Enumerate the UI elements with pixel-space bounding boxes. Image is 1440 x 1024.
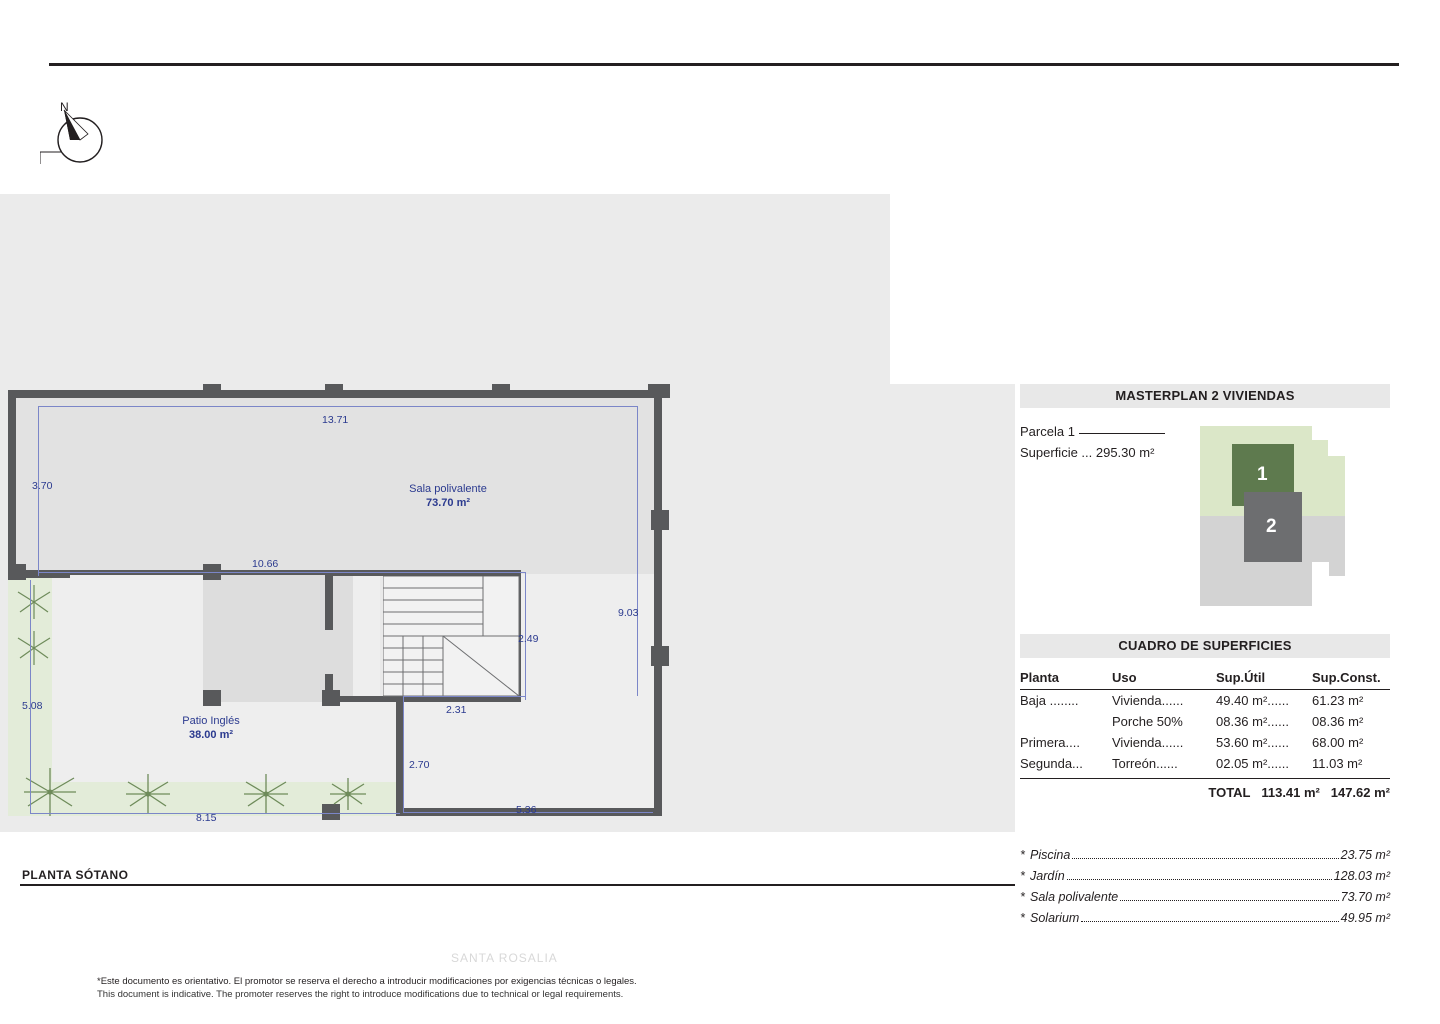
wall-left-upper xyxy=(8,390,16,576)
cell-const: 11.03 m² xyxy=(1312,756,1363,771)
room-label-sala xyxy=(360,482,536,510)
wall-inner-vert-a xyxy=(325,570,333,630)
watermark-title: SANTA ROSALIA xyxy=(451,951,558,965)
extra-name: Piscina xyxy=(1030,848,1071,862)
cell-util: 53.60 m²...... xyxy=(1216,735,1289,750)
cell-uso: Torreón...... xyxy=(1112,756,1178,771)
dim-line-top xyxy=(38,406,638,407)
pillar-right-2 xyxy=(651,646,669,666)
parcela-blank-line xyxy=(1079,433,1165,434)
footnote-line-es: *Este documento es orientativo. El promotor se reserva el derecho a introducir modificaciones por exigencias técnicas o legales. xyxy=(97,976,637,987)
surfaces-total-row xyxy=(1020,778,1390,800)
dim-line-231 xyxy=(403,696,526,697)
table-row xyxy=(1020,711,1390,732)
extra-value: 128.03 m² xyxy=(1333,869,1390,883)
th-sup-const: Sup.Const. xyxy=(1312,668,1390,690)
surfaces-header-row xyxy=(1020,668,1390,690)
compass-icon xyxy=(40,100,130,170)
dim-9-03: 9.03 xyxy=(618,607,639,619)
pillar-top-1 xyxy=(203,384,221,398)
cell-planta: Segunda... xyxy=(1020,756,1083,771)
extra-value: 49.95 m² xyxy=(1340,911,1390,925)
extra-dots xyxy=(1081,921,1338,922)
footnote-line-en: This document is indicative. The promoter reserves the right to introduce modifications due to technical or legal requirements. xyxy=(97,989,624,1000)
compass-north-label: N xyxy=(60,100,69,114)
pillar-mid-2 xyxy=(203,690,221,706)
dim-5-36: 5.36 xyxy=(516,804,537,816)
list-item xyxy=(1020,848,1390,863)
extra-dots xyxy=(1120,900,1338,901)
dim-8-15: 8.15 xyxy=(196,812,217,824)
room-label-patio xyxy=(128,714,294,742)
table-row xyxy=(1020,753,1390,774)
pillar-mid-3 xyxy=(322,690,340,706)
cell-const: 61.23 m² xyxy=(1312,693,1364,708)
th-sup-util: Sup.Útil xyxy=(1216,668,1312,690)
pillar-right-1 xyxy=(651,510,669,530)
masterplan-mini-diagram xyxy=(1200,426,1345,606)
floor-plan-drawing xyxy=(0,384,672,832)
parcela-superficie: Superficie ... 295.30 m² xyxy=(1020,445,1155,460)
dim-line-mid xyxy=(38,572,526,573)
table-row xyxy=(1020,732,1390,753)
mini-notch-3 xyxy=(1312,576,1345,606)
extra-dots xyxy=(1067,879,1332,880)
cell-uso: Vivienda...... xyxy=(1112,693,1184,708)
site-context-upper xyxy=(0,194,890,384)
dim-2-31: 2.31 xyxy=(446,704,467,716)
cell-util: 02.05 m²...... xyxy=(1216,756,1289,771)
extra-star: * xyxy=(1020,911,1025,925)
parcela-label: Parcela 1 xyxy=(1020,424,1075,439)
dim-13-71: 13.71 xyxy=(322,414,349,426)
dim-2-49: 2.49 xyxy=(518,633,539,645)
bottom-divider xyxy=(20,884,1015,886)
pillar-top-3 xyxy=(492,384,510,398)
room-name-sala: Sala polivalente xyxy=(409,483,487,495)
dim-10-66: 10.66 xyxy=(252,558,279,570)
staircase xyxy=(383,576,523,700)
cell-const: 08.36 m² xyxy=(1312,714,1364,729)
mini-notch-4 xyxy=(1312,562,1329,578)
extra-name: Jardín xyxy=(1030,869,1065,883)
extra-star: * xyxy=(1020,869,1025,883)
cell-util: 49.40 m²...... xyxy=(1216,693,1289,708)
dim-line-270 xyxy=(403,696,404,812)
cell-uso: Vivienda...... xyxy=(1112,735,1184,750)
th-uso: Uso xyxy=(1112,668,1216,690)
extra-name: Solarium xyxy=(1030,911,1080,925)
dim-line-right-v xyxy=(637,406,638,696)
extra-dots xyxy=(1072,858,1338,859)
footnote xyxy=(97,975,637,1001)
dim-3-70: 3.70 xyxy=(32,480,53,492)
mini-notch-2 xyxy=(1328,440,1345,456)
cell-util: 08.36 m²...... xyxy=(1216,714,1289,729)
surfaces-panel xyxy=(1020,634,1390,800)
list-item xyxy=(1020,911,1390,926)
cell-const: 68.00 m² xyxy=(1312,735,1364,750)
cell-uso: Porche 50% xyxy=(1112,714,1183,729)
total-util: 113.41 m² xyxy=(1261,785,1320,800)
cell-planta: Baja ........ xyxy=(1020,693,1079,708)
dim-line-508 xyxy=(30,580,31,814)
extra-value: 23.75 m² xyxy=(1340,848,1390,862)
extras-list xyxy=(1020,848,1390,932)
room-area-patio: 38.00 m² xyxy=(188,729,234,741)
mini-notch-1 xyxy=(1312,426,1345,440)
extra-value: 73.70 m² xyxy=(1340,890,1390,904)
extra-star: * xyxy=(1020,848,1025,862)
north-compass xyxy=(40,100,130,170)
list-item xyxy=(1020,869,1390,884)
room-area-sala: 73.70 m² xyxy=(425,497,471,509)
extra-name: Sala polivalente xyxy=(1030,890,1119,904)
cuadro-title: CUADRO DE SUPERFICIES xyxy=(1020,634,1390,658)
wall-right xyxy=(654,390,662,816)
dim-5-08: 5.08 xyxy=(22,700,43,712)
surfaces-table xyxy=(1020,668,1390,774)
cell-planta: Primera.... xyxy=(1020,735,1080,750)
masterplan-title: MASTERPLAN 2 VIVIENDAS xyxy=(1020,384,1390,408)
pillar-top-4 xyxy=(648,384,670,398)
cell-planta xyxy=(1020,711,1112,732)
th-planta: Planta xyxy=(1020,668,1112,690)
list-item xyxy=(1020,890,1390,905)
total-const: 147.62 m² xyxy=(1330,785,1390,800)
extra-star: * xyxy=(1020,890,1025,904)
room-name-patio: Patio Inglés xyxy=(182,715,240,727)
top-divider xyxy=(49,63,1399,66)
plan-title: PLANTA SÓTANO xyxy=(22,868,129,882)
mini-plot-label-2: 2 xyxy=(1266,516,1277,537)
pillar-top-2 xyxy=(325,384,343,398)
total-label: TOTAL xyxy=(1208,785,1251,800)
mini-plot-label-1: 1 xyxy=(1257,464,1268,485)
table-row xyxy=(1020,690,1390,712)
dim-2-70: 2.70 xyxy=(409,759,430,771)
lower-right-fill xyxy=(400,702,656,816)
